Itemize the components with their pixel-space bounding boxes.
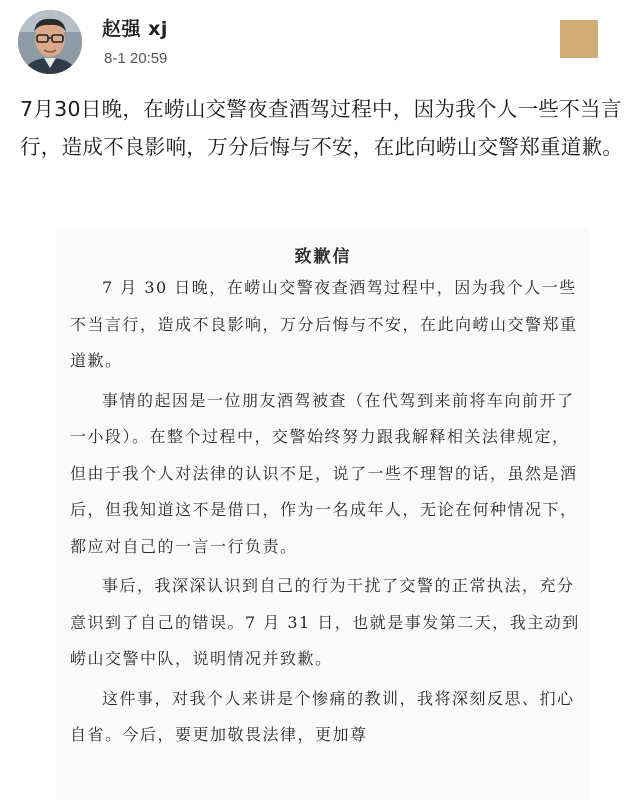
- letter-paragraph: 7 月 30 日晚，在崂山交警夜查酒驾过程中，因为我个人一些不当言行，造成不良影响，万分后悔与不安，在此向崂山交警郑重道歉。: [70, 278, 578, 370]
- letter-paragraph: 事后，我深深认识到自己的行为干扰了交警的正常执法，充分意识到了自己的错误。7 月 31 日，也就是事发第二天，我主动到崂山交警中队，说明情况并致歉。: [70, 576, 580, 668]
- thumbnail-placeholder: [560, 20, 598, 58]
- avatar[interactable]: [18, 10, 82, 74]
- apology-letter-image[interactable]: [56, 228, 590, 800]
- letter-title: 致歉信: [294, 247, 352, 267]
- post-header: [0, 0, 640, 80]
- post-time: 8-1 20:59: [104, 50, 168, 67]
- letter-body: [56, 270, 590, 754]
- author-name[interactable]: 赵强 xj: [102, 18, 168, 40]
- name-fade-overlay: [180, 12, 240, 72]
- letter-paragraph: 这件事，对我个人来讲是个惨痛的教训，我将深刻反思、扪心自省。今后，要更加敬畏法律，更加尊: [70, 688, 575, 744]
- letter-paragraph: 事情的起因是一位朋友酒驾被查（在代驾到来前将车向前开了一小段）。在整个过程中，交警始终努力跟我解释相关法律规定，但由于我个人对法律的认识不足，说了一些不理智的话，虽然是酒后，但我知道这不是借口，作为一名成年人，无论在何种情况下，都应对自己的一言一行负责。: [70, 390, 578, 556]
- post-text: 7月30日晚，在崂山交警夜查酒驾过程中，因为我个人一些不当言行，造成不良影响，万分后悔与不安，在此向崂山交警郑重道歉。: [20, 97, 624, 159]
- letter-bottom-fade: [490, 766, 590, 800]
- avatar-photo-icon: [18, 10, 82, 74]
